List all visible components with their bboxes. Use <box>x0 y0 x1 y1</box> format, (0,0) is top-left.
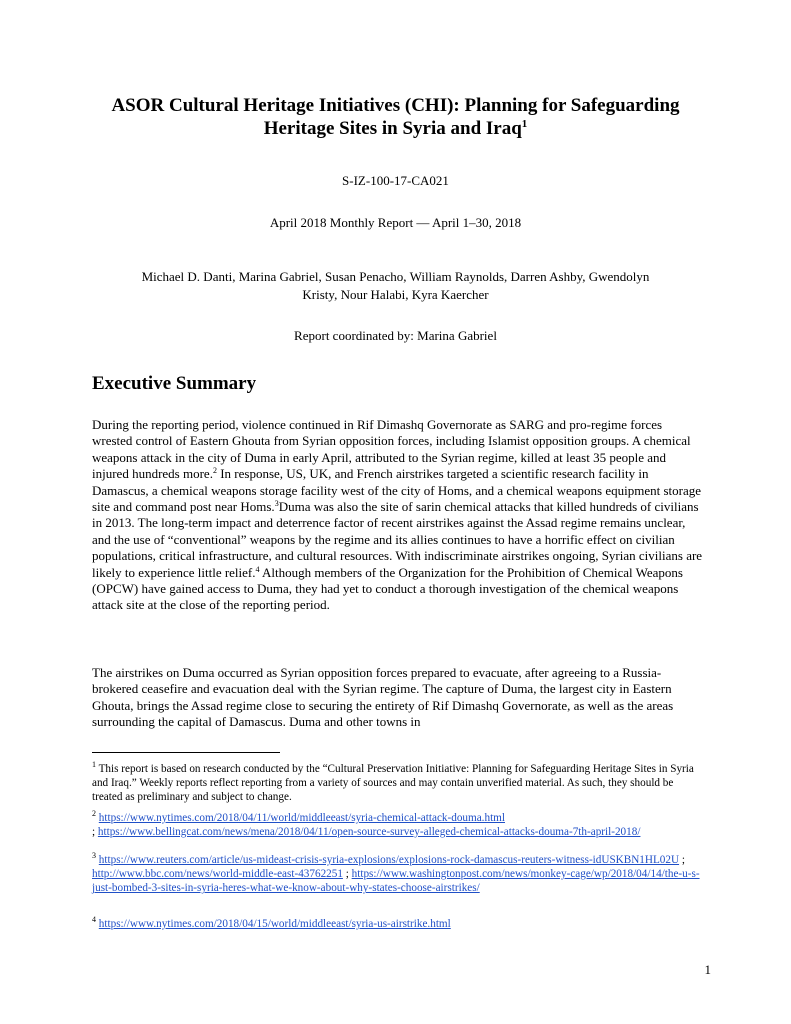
paragraph-1-text-d: Although members of the Organization for the Prohibition of Chemical Weapons (OPCW) have gained access to Duma, they had yet to conduct a thorough investigation of the chemical weapons attack site at the close of the reporting period. <box>92 564 683 613</box>
author-line-2: Kristy, Nour Halabi, Kyra Kaercher <box>302 287 489 302</box>
page-number: 1 <box>704 962 711 977</box>
footnote-3-separator-2: ; <box>342 868 352 881</box>
section-heading: Executive Summary <box>92 373 257 394</box>
footnote-3-link-3[interactable]: https://www.washingtonpost.com/news/monkey-cage/wp/2018/04/14/the-u-s-just-bombed-3-sites-in-syria-heres-what-we-know-about-why-states-choose-airstrikes/ <box>92 868 700 895</box>
footnote-3-link-2[interactable]: http://www.bbc.com/news/world-middle-east-43762251 <box>92 868 343 881</box>
footnote-2 <box>92 811 704 839</box>
footnote-1 <box>92 762 704 805</box>
footnote-1-text: This report is based on research conducted by the “Cultural Preservation Initiative: Planning for Safeguarding Heritage Sites in Syria and Iraq.” Weekly reports reflect reporting from a variety of sources and may contain unverified material. As such, they should be treated as preliminary and subject to change. <box>92 763 694 804</box>
paragraph-1-text-c: Duma was also the site of sarin chemical attacks that killed hundreds of civilians in 2013. The long-term impact and deterrence factor of recent airstrikes against the Assad regime remains unclear, and the use of “conventional” weapons by the regime and its allies continues to have a horrific effect on civilian populations, critical infrastructure, and cultural resources. With indiscriminate airstrikes ongoing, Syrian civilians are likely to experience little relief. <box>92 499 703 580</box>
report-code: S-IZ-100-17-CA021 <box>342 173 449 188</box>
footnote-3-mark: 3 <box>92 851 96 860</box>
title-line-1: ASOR Cultural Heritage Initiatives (CHI): Planning for Safeguarding <box>111 95 680 116</box>
footnote-4 <box>92 917 704 931</box>
paragraph-1-text-a: During the reporting period, violence continued in Rif Dimashq Governorate as SARG and pro-regime forces wrested control of Eastern Ghouta from Syrian opposition forces, including Islamist opposition groups. A chemical weapons attack in the city of Duma in early April, attributed to the Syrian regime, killed at least 35 people and injured hundreds more. <box>92 417 691 482</box>
author-list <box>60 268 731 304</box>
footnote-2-mark: 2 <box>92 809 96 818</box>
paragraph-1-text-b: In response, US, UK, and French airstrikes targeted a scientific research facility in Damascus, a chemical weapons storage facility west of the city of Homs, and a chemical weapons equipment storage site and command post near Homs. <box>92 466 701 515</box>
footnote-ref-3[interactable]: 3 <box>274 499 279 509</box>
title-line-2: Heritage Sites in Syria and Iraq <box>263 118 522 139</box>
footnote-3-link-1[interactable]: https://www.reuters.com/article/us-mideast-crisis-syria-explosions/explosions-rock-damascus-reuters-witness-idUSKBN1HL02U <box>98 854 680 866</box>
footnote-ref-2[interactable]: 2 <box>212 466 217 476</box>
report-period: April 2018 Monthly Report — April 1–30, 2018 <box>269 215 522 230</box>
footnote-2-separator: ; <box>92 826 98 839</box>
footnote-2-link-2[interactable]: https://www.bellingcat.com/news/mena/2018/04/11/open-source-survey-alleged-chemical-attacks-douma-7th-april-2018/ <box>97 826 641 839</box>
title-footnote-mark: 1 <box>521 118 528 130</box>
footnote-4-link-1[interactable]: https://www.nytimes.com/2018/04/15/world/middleeast/syria-us-airstrike.html <box>98 918 451 930</box>
author-line-1: Michael D. Danti, Marina Gabriel, Susan Penacho, William Raynolds, Darren Ashby, Gwendolyn <box>141 269 650 284</box>
footnote-ref-4[interactable]: 4 <box>255 564 260 574</box>
footnote-3 <box>92 853 704 896</box>
paragraph-2-text: The airstrikes on Duma occurred as Syrian opposition forces prepared to evacuate, after agreeing to a Russia-brokered ceasefire and evacuation deal with the Syrian regime. The capture of Duma, the largest city in Eastern Ghouta, brings the Assad regime close to securing the entirety of Rif Dimashq Governorate, as well as the areas surrounding the capital of Damascus. Duma and other towns in <box>92 665 674 730</box>
footnote-3-separator-1: ; <box>679 854 685 866</box>
footnote-divider <box>92 752 280 753</box>
paragraph-2 <box>92 665 704 731</box>
page-title <box>60 94 731 140</box>
footnote-1-mark: 1 <box>92 760 96 769</box>
report-coordinator: Report coordinated by: Marina Gabriel <box>294 328 497 343</box>
paragraph-1 <box>92 417 704 614</box>
footnote-4-mark: 4 <box>92 915 96 924</box>
footnote-2-link-1[interactable]: https://www.nytimes.com/2018/04/11/world/middleeast/syria-chemical-attack-douma.html <box>98 812 505 824</box>
